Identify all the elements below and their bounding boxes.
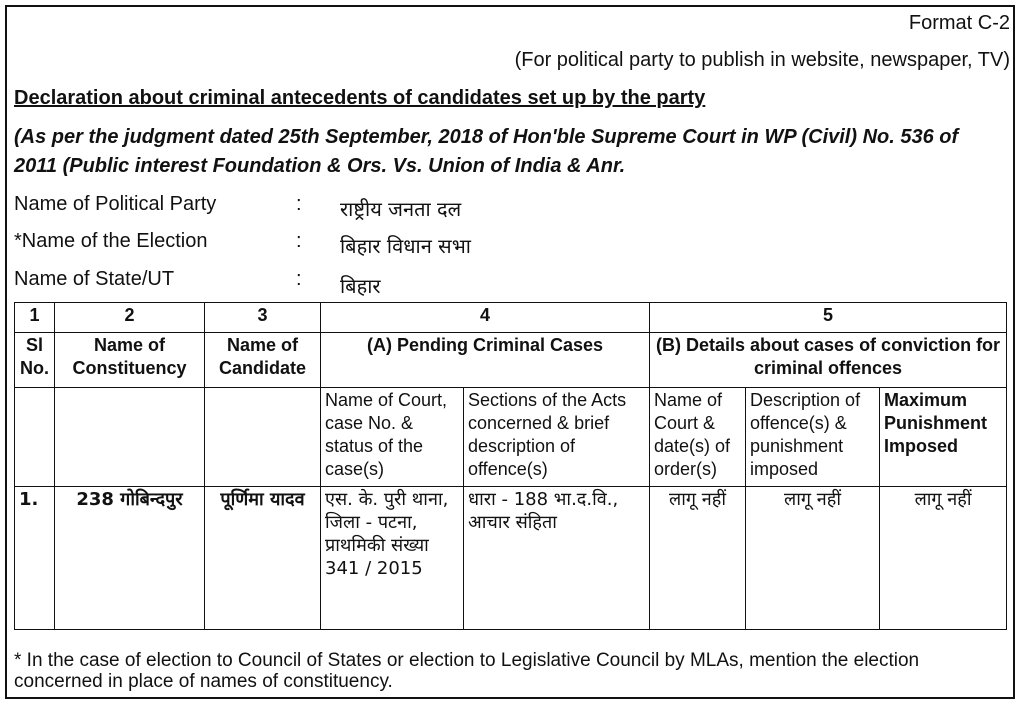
row-constituency: 238 गोबिन्दपुर: [55, 487, 205, 630]
subheader-row: [15, 388, 1007, 487]
header-constituency: Name of Constituency: [55, 333, 205, 388]
row-sl-no: 1.: [15, 487, 55, 630]
election-colon: :: [296, 230, 302, 252]
sub-empty-3: [205, 388, 321, 487]
col-number-3: 3: [205, 303, 321, 333]
format-label: Format C-2: [908, 12, 1010, 34]
subheader-max-punishment: Maximum Punishment Imposed: [880, 388, 1007, 487]
election-label: *Name of the Election: [14, 230, 208, 252]
col-number-2: 2: [55, 303, 205, 333]
publish-note: (For political party to publish in website, newspaper, TV): [514, 49, 1010, 71]
row-candidate: पूर्णिमा यादव: [205, 487, 321, 630]
state-colon: :: [296, 268, 302, 290]
column-number-row: [15, 303, 1007, 333]
declaration-title: Declaration about criminal antecedents of candidates set up by the party: [14, 87, 706, 109]
header-pending-cases: (A) Pending Criminal Cases: [321, 333, 650, 388]
subheader-court-date: Name of Court & date(s) of order(s): [650, 388, 746, 487]
header-conviction: (B) Details about cases of conviction for criminal offences: [650, 333, 1007, 388]
col-number-1: 1: [15, 303, 55, 333]
col-number-5: 5: [650, 303, 1007, 333]
row-description: लागू नहीं: [746, 487, 880, 630]
row-sections: धारा - 188 भा.द.वि., आचार संहिता: [464, 487, 650, 630]
state-value: बिहार: [340, 274, 381, 298]
header-candidate: Name of Candidate: [205, 333, 321, 388]
party-value: राष्ट्रीय जनता दल: [340, 197, 462, 221]
row-max-punishment: लागू नहीं: [880, 487, 1007, 630]
row-court-case: एस. के. पुरी थाना, जिला - पटना, प्राथमिकी संख्या 341 / 2015: [321, 487, 464, 630]
party-colon: :: [296, 193, 302, 215]
header-sl-no: Sl No.: [15, 333, 55, 388]
subheader-court-case: Name of Court, case No. & status of the case(s): [321, 388, 464, 487]
subheader-sections: Sections of the Acts concerned & brief description of offence(s): [464, 388, 650, 487]
sub-empty-1: [15, 388, 55, 487]
sub-empty-2: [55, 388, 205, 487]
party-label: Name of Political Party: [14, 193, 217, 215]
election-value: बिहार विधान सभा: [340, 234, 471, 258]
header-row: [15, 333, 1007, 388]
antecedents-table: [14, 302, 1007, 630]
row-court-date: लागू नहीं: [650, 487, 746, 630]
judgment-reference: (As per the judgment dated 25th September, 2018 of Hon'ble Supreme Court in WP (Civil) No. 536 of 2011 (Public interest Foundation & Ors. Vs. Union of India & Anr.: [14, 126, 959, 177]
footnote: * In the case of election to Council of States or election to Legislative Council by MLAs, mention the election concerned in place of names of constituency.: [14, 650, 920, 692]
subheader-description: Description of offence(s) & punishment imposed: [746, 388, 880, 487]
table-row: [15, 487, 1007, 630]
col-number-4: 4: [321, 303, 650, 333]
state-label: Name of State/UT: [14, 268, 175, 290]
